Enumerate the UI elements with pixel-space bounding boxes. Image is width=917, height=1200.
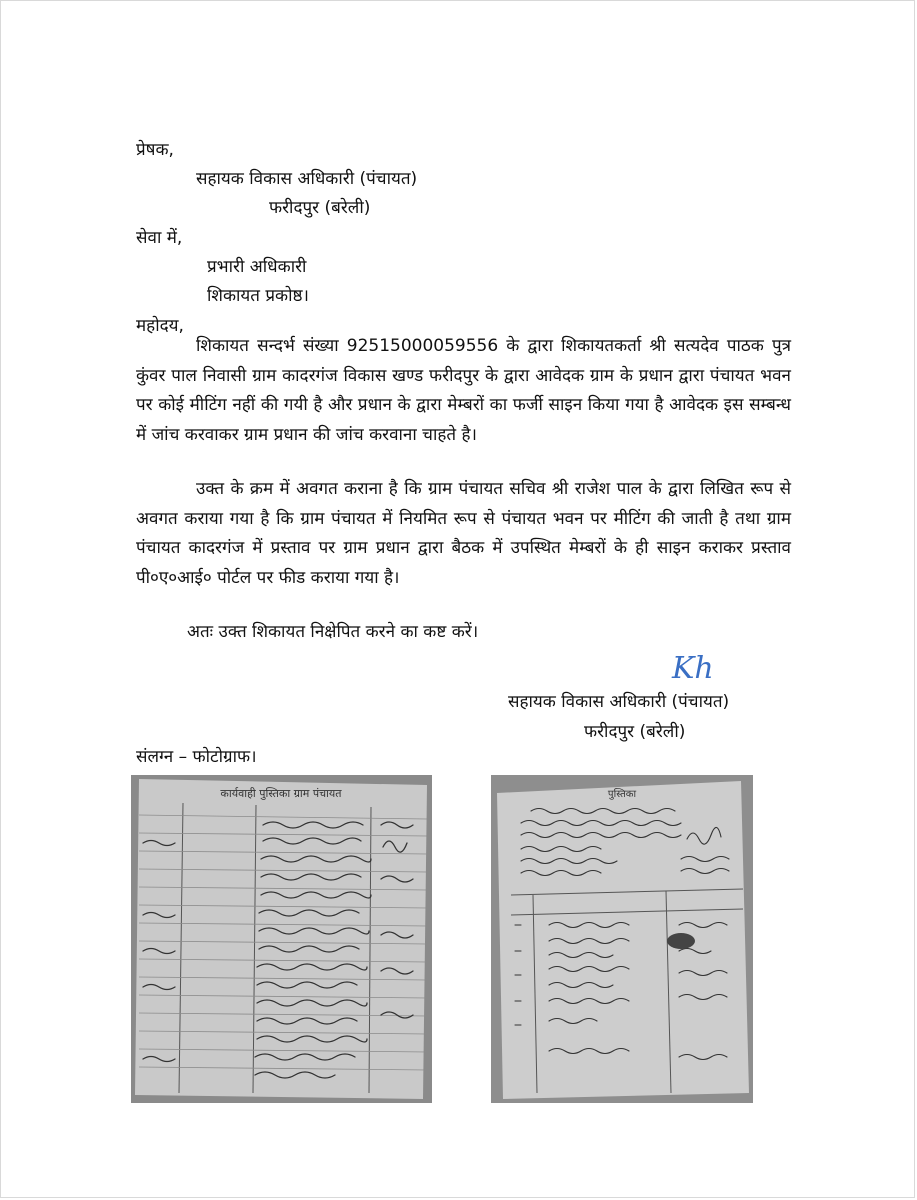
recipient-label: सेवा में, xyxy=(136,228,183,248)
sender-label: प्रेषक, xyxy=(136,140,174,160)
meeting-register-image xyxy=(491,775,753,1103)
paragraph-1-text: शिकायत सन्दर्भ संख्या 92515000059556 के द्वारा शिकायतकर्ता श्री सत्यदेव पाठक पुत्र कुंवर पाल निवासी ग्राम कादरगंज विकास खण्ड फरीदपुर के द्वारा आवेदक ग्राम के प्रधान द्वारा पंचायत भवन पर कोई मीटिंग नहीं की गयी है और प्रधान के द्वारा मेम्बरों का फर्जी साइन किया गया है आवेदक इस सम्बन्ध में जांच करवाकर ग्राम प्रधान की जांच करवाना चाहते है। xyxy=(136,336,791,445)
photo-right-heading: पुस्तिका xyxy=(607,789,637,800)
paragraph-2-text: उक्त के क्रम में अवगत कराना है कि ग्राम पंचायत सचिव श्री राजेश पाल के द्वारा लिखित रूप से अवगत कराया गया है कि ग्राम पंचायत में नियमित रूप से पंचायत भवन पर मीटिंग की जाती है तथा ग्राम पंचायत कादरगंज में प्रस्ताव पर ग्राम प्रधान द्वारा बैठक में उपस्थित मेम्बरों के ही साइन कराकर प्रस्ताव पी०ए०आई० पोर्टल पर फीड कराया गया है। xyxy=(136,479,791,588)
body-paragraph-2 xyxy=(136,475,791,593)
sender-place: फरीदपुर (बरेली) xyxy=(269,198,371,218)
handwritten-register-image xyxy=(131,775,432,1103)
recipient-office: शिकायत प्रकोष्ठ। xyxy=(207,286,309,306)
body-paragraph-1 xyxy=(136,332,791,450)
attachment-label: संलग्न – फोटोग्राफ। xyxy=(136,747,257,767)
closing-line: अतः उक्त शिकायत निक्षेपित करने का कष्ट करें। xyxy=(187,622,479,642)
signatory-place: फरीदपुर (बरेली) xyxy=(584,722,686,742)
attached-photo-left xyxy=(131,775,432,1103)
signatory-designation: सहायक विकास अधिकारी (पंचायत) xyxy=(508,692,730,712)
signature-initials: Kh xyxy=(672,651,714,686)
attached-photo-right xyxy=(491,775,753,1103)
recipient-designation: प्रभारी अधिकारी xyxy=(207,257,307,277)
sender-designation: सहायक विकास अधिकारी (पंचायत) xyxy=(196,169,418,189)
photo-left-heading: कार्यवाही पुस्तिका ग्राम पंचायत xyxy=(220,787,342,800)
salutation: महोदय, xyxy=(136,316,184,336)
